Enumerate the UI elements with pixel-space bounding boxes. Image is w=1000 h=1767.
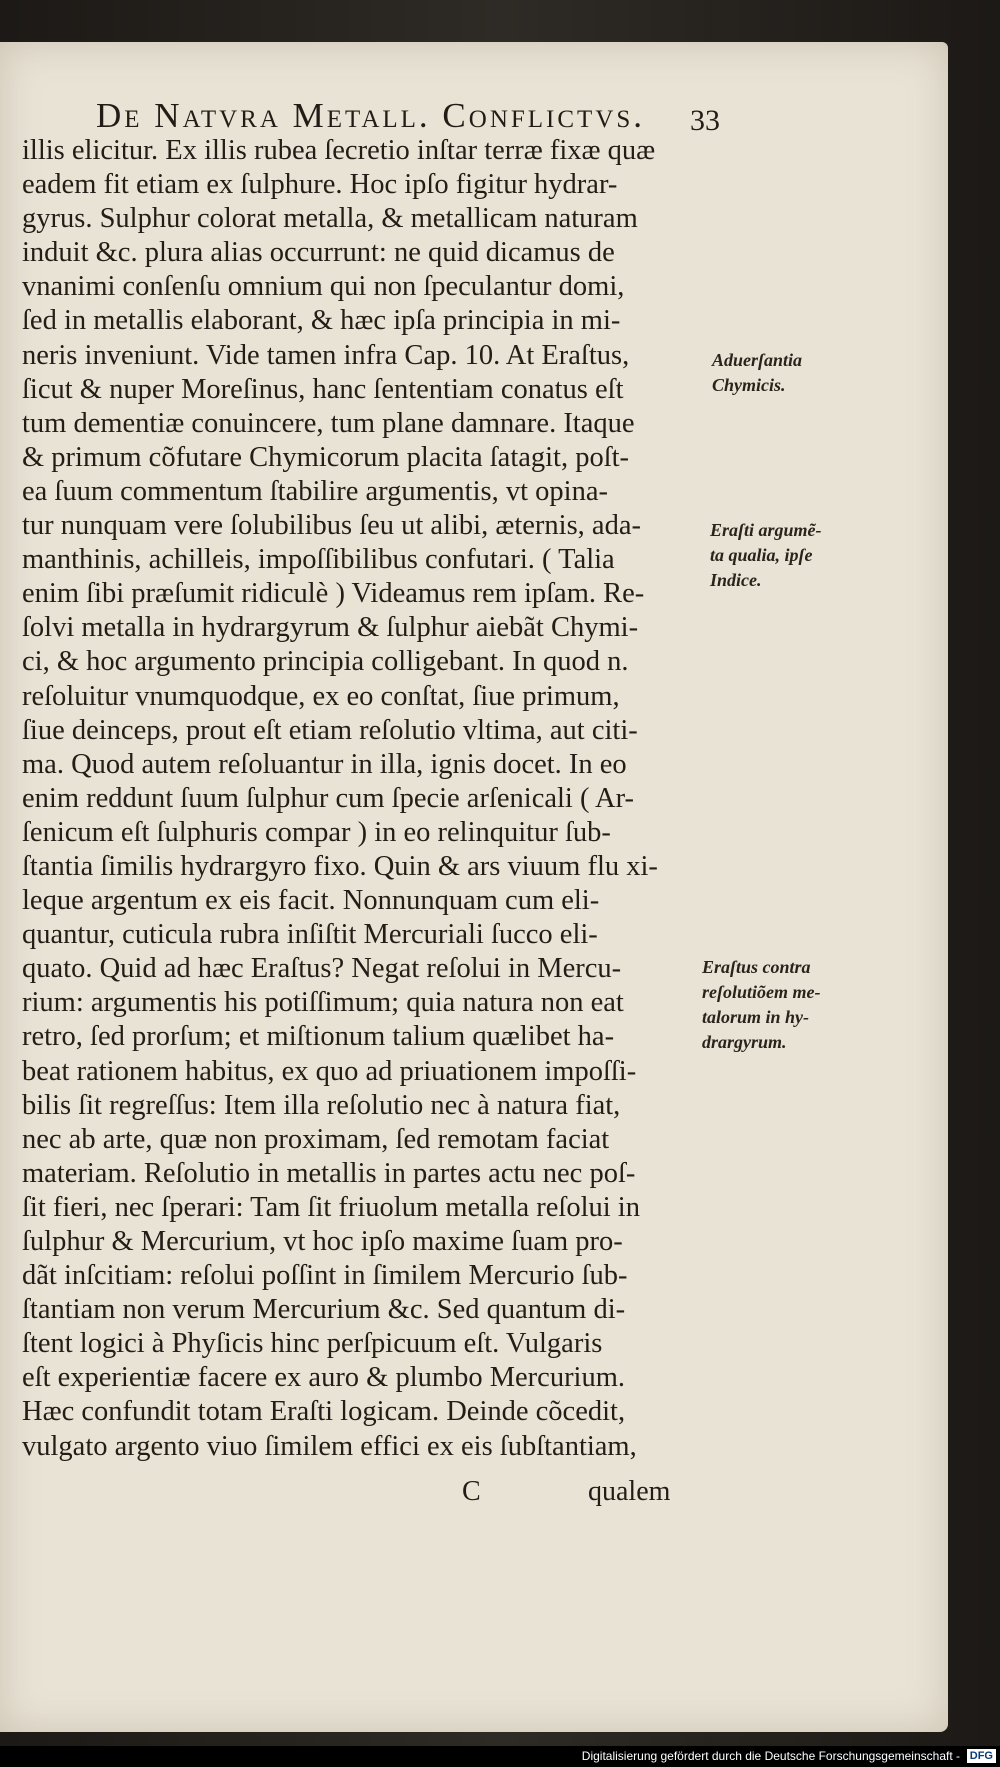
text-line: ſtantiam non verum Mercurium &c. Sed quantum di- <box>22 1294 626 1326</box>
main-text-block <box>22 134 704 1464</box>
text-line: ſtent logici à Phyſicis hinc perſpicuum eſt. Vulgaris <box>22 1328 603 1360</box>
text-line: ſicut & nuper Moreſinus, hanc ſententiam conatus eſt <box>22 373 624 405</box>
text-line: quato. Quid ad hæc Eraſtus? Negat reſolui in Mercu- <box>22 953 622 985</box>
text-line: ſulphur & Mercurium, vt hoc ipſo maxime ſuam pro- <box>22 1226 623 1257</box>
text-line: Hæc confundit totam Eraſti logicam. Deinde cõcedit, <box>22 1396 626 1428</box>
marginal-note: Eraſti argumẽ- ta qualia, ipſe Indice. <box>710 520 822 590</box>
text-line: ma. Quod autem reſoluantur in illa, ignis docet. In eo <box>22 748 627 780</box>
text-line: ſtantia ſimilis hydrargyro fixo. Quin & ars viuum flu xi- <box>22 850 658 882</box>
signature-mark: C <box>462 1476 481 1507</box>
text-line: ſenicum eſt ſulphuris compar ) in eo relinquitur ſub- <box>22 816 611 848</box>
text-line: ſed in metallis elaborant, & hæc ipſa principia in mi- <box>22 305 621 337</box>
text-line: ſolvi metalla in hydrargyrum & ſulphur aiebãt Chymi- <box>22 612 639 644</box>
text-line: ci, & hoc argumento principia colligebant. In quod n. <box>22 646 629 678</box>
text-line: materiam. Reſolutio in metallis in partes actu nec poſ- <box>22 1157 636 1189</box>
dfg-logo: DFG <box>967 1749 996 1763</box>
text-line: leque argentum ex eis facit. Nonnunquam cum eli- <box>22 885 600 917</box>
text-line: dãt inſcitiam: reſolui poſſint in ſimilem Mercurio ſub- <box>22 1260 628 1292</box>
text-line: eadem fit etiam ex ſulphure. Hoc ipſo figitur hydrar- <box>22 169 618 201</box>
text-line: manthinis, achilleis, impoſſibilibus confutari. ( Talia <box>22 544 615 576</box>
text-line: ea ſuum commentum ſtabilire argumentis, vt opina- <box>22 475 608 507</box>
text-line: rium: argumentis his potiſſimum; quia natura non eat <box>22 987 624 1019</box>
running-head: De Natvra Metall. Conflictvs. <box>96 96 646 135</box>
text-line: illis elicitur. Ex illis rubea ſecretio inſtar terræ fixæ quæ <box>22 135 656 166</box>
text-line: nec ab arte, quæ non proximam, ſed remotam faciat <box>22 1123 610 1155</box>
text-line: eſt experientiæ facere ex auro & plumbo Mercurium. <box>22 1362 626 1394</box>
text-line: vulgato argento viuo ſimilem effici ex eis ſubſtantiam, <box>22 1430 637 1462</box>
text-line: enim ſibi præſumit ridiculè ) Videamus rem ipſam. Re- <box>22 578 645 610</box>
text-line: beat rationem habitus, ex quo ad priuationem impoſſi- <box>22 1055 637 1087</box>
text-line: neris inveniunt. Vide tamen infra Cap. 10. At Eraſtus, <box>22 339 630 371</box>
catchword: qualem <box>588 1476 671 1507</box>
text-line: retro, ſed prorſum; et miſtionum talium quælibet ha- <box>22 1021 615 1053</box>
marginal-note: Eraſtus contra reſolutiõem me- talorum in hy- drargyrum. <box>702 957 821 1052</box>
text-line: enim reddunt ſuum ſulphur cum ſpecie arſenicali ( Ar- <box>22 782 634 814</box>
page-number: 33 <box>690 104 720 137</box>
digitization-credit: Digitalisierung gefördert durch die Deutsche Forschungsgemeinschaft - <box>581 1749 960 1763</box>
text-line: gyrus. Sulphur colorat metalla, & metallicam naturam <box>22 203 638 235</box>
text-line: & primum cõfutare Chymicorum placita ſatagit, poſt- <box>22 441 630 473</box>
text-line: tum dementiæ conuincere, tum plane damnare. Itaque <box>22 407 635 439</box>
text-line: reſoluitur vnumquodque, ex eo conſtat, ſiue primum, <box>22 680 620 712</box>
text-line: bilis ſit regreſſus: Item illa reſolutio nec à natura fiat, <box>22 1089 621 1121</box>
text-line: quantur, cuticula rubra inſiſtit Mercuriali ſucco eli- <box>22 919 598 951</box>
text-line: vnanimi conſenſu omnium qui non ſpeculantur domi, <box>22 271 625 303</box>
text-line: tur nunquam vere ſolubilibus ſeu ut alibi, æternis, ada- <box>22 510 641 542</box>
text-line: induit &c. plura alias occurrunt: ne quid dicamus de <box>22 237 615 269</box>
text-line: ſiue deinceps, prout eſt etiam reſolutio vltima, aut citi- <box>22 714 638 746</box>
text-line: ſit fieri, nec ſperari: Tam ſit friuolum metalla reſolui in <box>22 1191 640 1223</box>
marginal-note: Aduerſantia Chymicis. <box>712 350 803 395</box>
